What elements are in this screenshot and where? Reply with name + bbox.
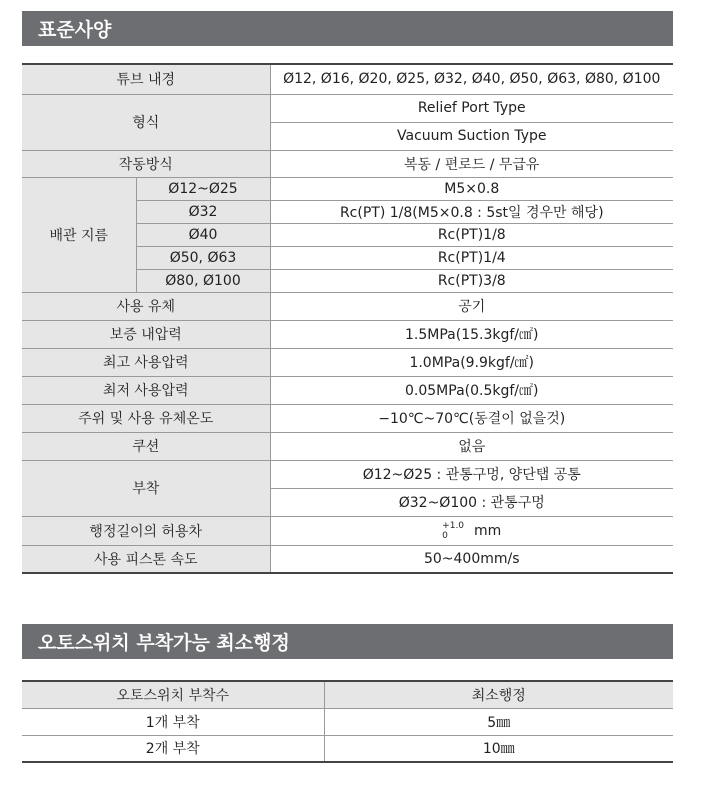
column-header: 오토스위치 부착수 [22,681,324,708]
spec-value: M5×0.8 [270,177,673,200]
spec-label: 부착 [22,460,270,516]
table-row [22,516,673,545]
table-cell: 2개 부착 [22,735,324,762]
table-row [22,545,673,573]
spec-value [270,516,673,545]
table-row [22,681,673,708]
port-size: Ø12~Ø25 [136,177,270,200]
spec-value: 1.0MPa(9.9kgf/㎠) [270,348,673,376]
table-row [22,94,673,122]
spec-value: Rc(PT)1/4 [270,246,673,269]
spec-label: 튜브 내경 [22,64,270,94]
section-header-standard-spec [22,11,673,46]
tolerance-stack [442,521,464,541]
spec-value: Rc(PT)3/8 [270,269,673,292]
spec-label: 사용 유체 [22,292,270,320]
switch-table [22,680,673,763]
spec-label: 최저 사용압력 [22,376,270,404]
table-row [22,460,673,488]
table-row [22,292,673,320]
spec-value: 1.5MPa(15.3kgf/㎠) [270,320,673,348]
column-header: 최소행정 [324,681,673,708]
spec-label: 주위 및 사용 유체온도 [22,404,270,432]
table-row [22,404,673,432]
spec-label: 행정길이의 허용차 [22,516,270,545]
spec-value: 복동 / 편로드 / 무급유 [270,150,673,177]
port-size: Ø40 [136,223,270,246]
tolerance-unit: mm [474,522,502,539]
table-cell: 5㎜ [324,708,673,735]
spec-value: Ø32~Ø100 : 관통구멍 [270,488,673,516]
table-cell: 1개 부착 [22,708,324,735]
section-header-min-stroke [22,624,673,659]
spec-value: Ø12~Ø25 : 관통구멍, 양단탭 공통 [270,460,673,488]
spec-value: 없음 [270,432,673,460]
spec-value: −10℃~70℃(동결이 없을것) [270,404,673,432]
table-row [22,376,673,404]
spec-value: 0.05MPa(0.5kgf/㎠) [270,376,673,404]
tolerance-lower: 0 [442,530,448,541]
table-row [22,348,673,376]
table-row [22,735,673,762]
table-row [22,150,673,177]
table-row [22,177,673,200]
port-size: Ø32 [136,200,270,223]
spec-label: 배관 지름 [22,177,136,292]
spec-value: Ø12, Ø16, Ø20, Ø25, Ø32, Ø40, Ø50, Ø63, Ø80, Ø100 [270,64,673,94]
table-row [22,708,673,735]
section-title: 오토스위치 부착가능 최소행정 [38,632,290,654]
spec-label: 최고 사용압력 [22,348,270,376]
spec-value: Rc(PT) 1/8(M5×0.8 : 5st일 경우만 해당) [270,200,673,223]
port-size: Ø50, Ø63 [136,246,270,269]
spec-label: 작동방식 [22,150,270,177]
spec-value: Vacuum Suction Type [270,122,673,150]
table-row [22,432,673,460]
port-size: Ø80, Ø100 [136,269,270,292]
spec-value: Relief Port Type [270,94,673,122]
table-cell: 10㎜ [324,735,673,762]
spec-value: 50~400mm/s [270,545,673,573]
spec-value: Rc(PT)1/8 [270,223,673,246]
table-row [22,64,673,94]
tolerance-upper: +1.0 [442,520,465,531]
spec-label: 보증 내압력 [22,320,270,348]
table-row [22,320,673,348]
spec-label: 사용 피스톤 속도 [22,545,270,573]
spec-label: 형식 [22,94,270,150]
spec-table [22,63,673,574]
spec-label: 쿠션 [22,432,270,460]
section-title: 표준사양 [38,19,112,41]
spec-value: 공기 [270,292,673,320]
